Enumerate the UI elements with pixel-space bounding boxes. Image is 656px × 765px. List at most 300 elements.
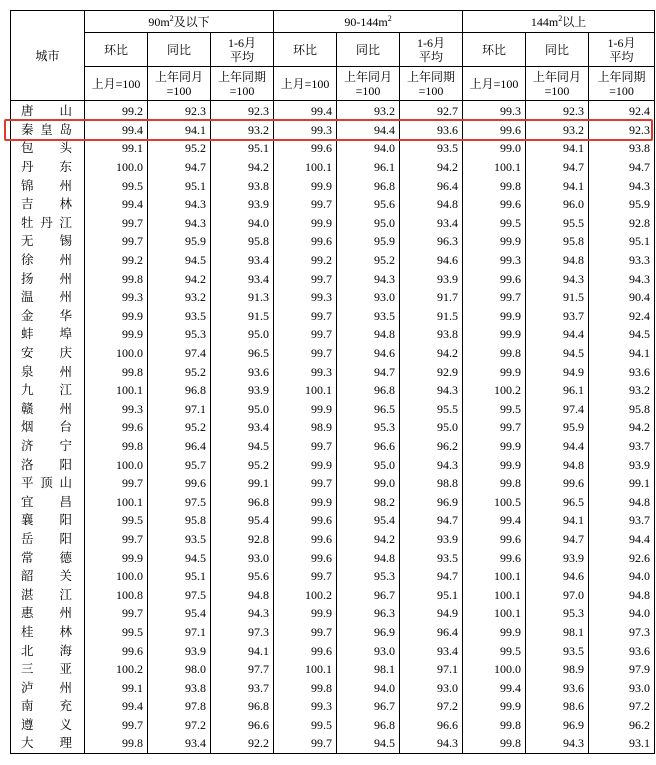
table-row	[11, 660, 655, 679]
mom-header: 环比	[274, 33, 337, 67]
index-value-cell: 95.4	[337, 511, 400, 530]
ytd-base-header: 上年同期 =100	[211, 67, 274, 101]
index-value-cell: 93.5	[400, 139, 463, 158]
table-body	[11, 101, 655, 754]
index-value-cell: 99.8	[85, 734, 148, 753]
index-value-cell: 96.2	[589, 716, 655, 735]
index-value-cell: 93.5	[526, 641, 589, 660]
index-value-cell: 99.6	[526, 474, 589, 493]
index-value-cell: 97.2	[148, 716, 211, 735]
index-value-cell: 99.9	[463, 437, 526, 456]
index-value-cell: 93.4	[211, 251, 274, 270]
index-value-cell: 99.9	[85, 325, 148, 344]
index-value-cell: 100.0	[85, 567, 148, 586]
index-value-cell: 94.3	[400, 734, 463, 753]
index-value-cell: 100.1	[274, 158, 337, 177]
index-value-cell: 99.6	[463, 548, 526, 567]
index-value-cell: 99.9	[274, 214, 337, 233]
index-value-cell: 94.4	[589, 530, 655, 549]
table-row	[11, 158, 655, 177]
index-value-cell: 99.3	[463, 251, 526, 270]
index-value-cell: 100.2	[85, 660, 148, 679]
index-value-cell: 96.8	[211, 492, 274, 511]
index-value-cell: 98.0	[148, 660, 211, 679]
index-value-cell: 99.5	[463, 641, 526, 660]
index-value-cell: 99.5	[85, 623, 148, 642]
index-value-cell: 99.8	[85, 269, 148, 288]
index-value-cell: 99.5	[463, 400, 526, 419]
index-value-cell: 100.0	[85, 158, 148, 177]
index-value-cell: 100.1	[463, 604, 526, 623]
index-value-cell: 99.7	[85, 530, 148, 549]
index-value-cell: 97.0	[526, 585, 589, 604]
index-value-cell: 99.7	[85, 604, 148, 623]
index-value-cell: 97.2	[589, 697, 655, 716]
index-value-cell: 94.6	[400, 251, 463, 270]
index-value-cell: 94.3	[400, 381, 463, 400]
index-value-cell: 96.6	[400, 716, 463, 735]
index-value-cell: 97.2	[400, 697, 463, 716]
table-row	[11, 455, 655, 474]
index-value-cell: 98.1	[526, 623, 589, 642]
index-value-cell: 94.0	[589, 604, 655, 623]
index-value-cell: 99.8	[463, 474, 526, 493]
index-value-cell: 94.6	[526, 567, 589, 586]
group-header-large: $144m^2$以上	[463, 11, 655, 33]
index-value-cell: 95.8	[211, 232, 274, 251]
city-name-cell: 安庆	[11, 344, 85, 363]
index-value-cell: 93.2	[337, 101, 400, 121]
index-value-cell: 94.0	[589, 567, 655, 586]
table-row	[11, 400, 655, 419]
index-value-cell: 99.9	[463, 232, 526, 251]
city-name-cell: 济宁	[11, 437, 85, 456]
index-value-cell: 99.4	[463, 678, 526, 697]
index-value-cell: 97.9	[589, 660, 655, 679]
index-value-cell: 97.3	[589, 623, 655, 642]
index-value-cell: 100.1	[85, 381, 148, 400]
index-value-cell: 95.9	[337, 232, 400, 251]
index-value-cell: 94.7	[526, 530, 589, 549]
index-value-cell: 95.1	[148, 176, 211, 195]
index-value-cell: 99.6	[85, 418, 148, 437]
index-value-cell: 95.8	[526, 232, 589, 251]
city-name-cell: 平顶山	[11, 474, 85, 493]
index-value-cell: 93.0	[400, 678, 463, 697]
index-value-cell: 95.6	[337, 195, 400, 214]
table-header	[11, 11, 655, 101]
city-name-cell: 遵义	[11, 716, 85, 735]
group-header-small: $90m^2$及以下	[85, 11, 274, 33]
index-value-cell: 99.8	[85, 362, 148, 381]
index-value-cell: 99.3	[274, 288, 337, 307]
index-value-cell: 95.9	[526, 418, 589, 437]
index-value-cell: 96.1	[526, 381, 589, 400]
index-value-cell: 91.3	[211, 288, 274, 307]
index-value-cell: 94.1	[589, 344, 655, 363]
index-value-cell: 96.4	[400, 623, 463, 642]
index-value-cell: 94.7	[400, 511, 463, 530]
index-value-cell: 100.1	[274, 381, 337, 400]
yoy-header: 同比	[337, 33, 400, 67]
index-value-cell: 93.9	[400, 269, 463, 288]
index-value-cell: 98.8	[400, 474, 463, 493]
index-value-cell: 93.2	[526, 121, 589, 140]
index-value-cell: 96.2	[400, 437, 463, 456]
index-value-cell: 92.9	[400, 362, 463, 381]
index-value-cell: 94.4	[337, 121, 400, 140]
index-value-cell: 94.5	[337, 734, 400, 753]
table-row	[11, 381, 655, 400]
index-value-cell: 100.5	[463, 492, 526, 511]
city-name-cell: 三亚	[11, 660, 85, 679]
index-value-cell: 92.3	[211, 101, 274, 121]
table-row	[11, 362, 655, 381]
index-value-cell: 97.3	[211, 623, 274, 642]
index-value-cell: 99.2	[85, 101, 148, 121]
index-value-cell: 99.5	[85, 511, 148, 530]
mom-header: 环比	[463, 33, 526, 67]
city-name-cell: 九江	[11, 381, 85, 400]
index-value-cell: 94.4	[526, 437, 589, 456]
table-row	[11, 251, 655, 270]
index-value-cell: 97.4	[526, 400, 589, 419]
index-value-cell: 96.6	[211, 716, 274, 735]
index-value-cell: 95.9	[148, 232, 211, 251]
table-row	[11, 176, 655, 195]
index-value-cell: 94.2	[589, 418, 655, 437]
index-value-cell: 99.6	[274, 530, 337, 549]
index-value-cell: 99.1	[589, 474, 655, 493]
city-name-cell: 桂林	[11, 623, 85, 642]
index-value-cell: 95.2	[211, 455, 274, 474]
index-value-cell: 100.2	[463, 381, 526, 400]
index-value-cell: 94.8	[337, 548, 400, 567]
table-row	[11, 232, 655, 251]
city-name-cell: 蚌埠	[11, 325, 85, 344]
index-value-cell: 91.7	[400, 288, 463, 307]
index-value-cell: 99.7	[274, 734, 337, 753]
index-value-cell: 94.3	[589, 176, 655, 195]
table-row	[11, 307, 655, 326]
index-value-cell: 98.9	[274, 418, 337, 437]
city-name-cell: 赣州	[11, 400, 85, 419]
city-name-cell: 洛阳	[11, 455, 85, 474]
index-value-cell: 99.7	[274, 325, 337, 344]
index-value-cell: 99.6	[148, 474, 211, 493]
index-value-cell: 94.3	[148, 195, 211, 214]
index-value-cell: 93.9	[589, 455, 655, 474]
index-value-cell: 91.5	[211, 307, 274, 326]
index-value-cell: 99.6	[85, 641, 148, 660]
index-value-cell: 94.1	[526, 176, 589, 195]
index-value-cell: 93.7	[589, 437, 655, 456]
index-value-cell: 93.5	[337, 307, 400, 326]
city-name-cell: 烟台	[11, 418, 85, 437]
index-value-cell: 100.2	[274, 585, 337, 604]
index-value-cell: 93.5	[148, 307, 211, 326]
index-value-cell: 99.9	[463, 325, 526, 344]
index-value-cell: 99.9	[274, 455, 337, 474]
index-value-cell: 94.2	[148, 269, 211, 288]
index-value-cell: 99.9	[463, 455, 526, 474]
table-row	[11, 511, 655, 530]
index-value-cell: 93.6	[526, 678, 589, 697]
index-value-cell: 99.5	[274, 716, 337, 735]
index-value-cell: 94.5	[211, 437, 274, 456]
table-row	[11, 530, 655, 549]
yoy-header: 同比	[526, 33, 589, 67]
index-value-cell: 96.7	[337, 585, 400, 604]
index-value-cell: 99.7	[274, 474, 337, 493]
index-value-cell: 94.8	[589, 585, 655, 604]
index-value-cell: 97.1	[148, 623, 211, 642]
index-value-cell: 97.1	[148, 400, 211, 419]
index-value-cell: 93.4	[400, 641, 463, 660]
index-value-cell: 99.9	[463, 362, 526, 381]
index-value-cell: 99.6	[274, 641, 337, 660]
index-value-cell: 94.3	[526, 734, 589, 753]
index-value-cell: 94.3	[526, 269, 589, 288]
index-value-cell: 99.1	[85, 139, 148, 158]
index-value-cell: 93.4	[211, 418, 274, 437]
index-value-cell: 92.2	[211, 734, 274, 753]
index-value-cell: 93.0	[589, 678, 655, 697]
index-value-cell: 94.0	[211, 214, 274, 233]
index-value-cell: 95.1	[148, 567, 211, 586]
index-value-cell: 93.2	[589, 381, 655, 400]
index-value-cell: 94.8	[400, 195, 463, 214]
index-value-cell: 93.0	[337, 641, 400, 660]
index-value-cell: 93.6	[589, 362, 655, 381]
index-value-cell: 93.3	[589, 251, 655, 270]
index-value-cell: 94.8	[211, 585, 274, 604]
index-value-cell: 96.5	[211, 344, 274, 363]
index-value-cell: 98.6	[526, 697, 589, 716]
index-value-cell: 94.5	[526, 344, 589, 363]
ytd-base-header: 上年同期 =100	[400, 67, 463, 101]
index-value-cell: 93.8	[400, 325, 463, 344]
index-value-cell: 95.2	[337, 251, 400, 270]
index-value-cell: 99.1	[211, 474, 274, 493]
yoy-base-header: 上年同月 =100	[526, 67, 589, 101]
index-value-cell: 95.0	[337, 455, 400, 474]
index-value-cell: 93.8	[589, 139, 655, 158]
index-value-cell: 95.1	[400, 585, 463, 604]
index-value-cell: 99.7	[274, 269, 337, 288]
index-value-cell: 97.1	[400, 660, 463, 679]
index-value-cell: 95.1	[589, 232, 655, 251]
table-row	[11, 604, 655, 623]
table-row	[11, 344, 655, 363]
index-value-cell: 99.8	[463, 734, 526, 753]
index-value-cell: 90.4	[589, 288, 655, 307]
index-value-cell: 94.4	[526, 325, 589, 344]
index-value-cell: 94.3	[400, 455, 463, 474]
index-value-cell: 95.3	[337, 418, 400, 437]
index-value-cell: 94.3	[337, 269, 400, 288]
index-value-cell: 96.3	[337, 604, 400, 623]
mom-base-header: 上月=100	[274, 67, 337, 101]
city-name-cell: 岳阳	[11, 530, 85, 549]
index-value-cell: 99.0	[337, 474, 400, 493]
city-name-cell: 宜昌	[11, 492, 85, 511]
index-value-cell: 94.6	[337, 344, 400, 363]
yoy-base-header: 上年同月 =100	[337, 67, 400, 101]
index-value-cell: 94.0	[337, 139, 400, 158]
index-value-cell: 100.8	[85, 585, 148, 604]
index-value-cell: 95.1	[211, 139, 274, 158]
index-value-cell: 94.8	[526, 251, 589, 270]
table-row	[11, 474, 655, 493]
index-value-cell: 94.8	[526, 455, 589, 474]
index-value-cell: 100.1	[463, 158, 526, 177]
index-value-cell: 94.1	[526, 511, 589, 530]
index-value-cell: 100.1	[463, 585, 526, 604]
index-value-cell: 94.7	[400, 567, 463, 586]
table-row	[11, 697, 655, 716]
index-value-cell: 94.2	[400, 344, 463, 363]
city-name-cell: 唐山	[11, 101, 85, 121]
index-value-cell: 94.3	[589, 269, 655, 288]
index-value-cell: 92.3	[589, 121, 655, 140]
index-value-cell: 96.8	[337, 716, 400, 735]
city-name-cell: 南充	[11, 697, 85, 716]
index-value-cell: 95.6	[211, 567, 274, 586]
index-value-cell: 93.4	[148, 734, 211, 753]
index-value-cell: 99.9	[274, 176, 337, 195]
index-value-cell: 96.3	[400, 232, 463, 251]
index-value-cell: 99.7	[463, 418, 526, 437]
group-header-medium: $90-144m^2$	[274, 11, 463, 33]
index-value-cell: 93.9	[211, 195, 274, 214]
index-value-cell: 92.6	[589, 548, 655, 567]
index-value-cell: 99.2	[274, 251, 337, 270]
index-value-cell: 99.7	[85, 232, 148, 251]
index-value-cell: 93.6	[589, 641, 655, 660]
index-value-cell: 94.5	[589, 325, 655, 344]
ytd-base-header: 上年同期 =100	[589, 67, 655, 101]
index-value-cell: 99.9	[463, 307, 526, 326]
table-row	[11, 567, 655, 586]
index-value-cell: 95.5	[400, 400, 463, 419]
city-name-cell: 常德	[11, 548, 85, 567]
highlight-box	[4, 119, 653, 142]
table-row	[11, 288, 655, 307]
index-value-cell: 99.6	[274, 548, 337, 567]
ytd-avg-header: 1-6月 平均	[211, 33, 274, 67]
yoy-base-header: 上年同月 =100	[148, 67, 211, 101]
table-row	[11, 641, 655, 660]
index-value-cell: 99.3	[85, 400, 148, 419]
index-value-cell: 95.0	[400, 418, 463, 437]
index-value-cell: 96.8	[337, 176, 400, 195]
index-value-cell: 95.9	[589, 195, 655, 214]
table-row	[11, 492, 655, 511]
city-name-cell: 泉州	[11, 362, 85, 381]
index-value-cell: 96.9	[526, 716, 589, 735]
table-row	[11, 139, 655, 158]
index-value-cell: 99.9	[463, 697, 526, 716]
city-name-cell: 北海	[11, 641, 85, 660]
index-value-cell: 93.9	[211, 381, 274, 400]
index-value-cell: 93.8	[211, 176, 274, 195]
index-value-cell: 93.0	[211, 548, 274, 567]
city-name-cell: 锦州	[11, 176, 85, 195]
index-value-cell: 93.6	[400, 121, 463, 140]
mom-header: 环比	[85, 33, 148, 67]
index-value-cell: 99.8	[463, 176, 526, 195]
index-value-cell: 99.7	[274, 195, 337, 214]
index-value-cell: 96.0	[526, 195, 589, 214]
table-row	[11, 678, 655, 697]
index-value-cell: 95.5	[526, 214, 589, 233]
index-value-cell: 99.6	[274, 139, 337, 158]
table-row	[11, 325, 655, 344]
index-value-cell: 93.9	[526, 548, 589, 567]
city-name-cell: 湛江	[11, 585, 85, 604]
index-value-cell: 95.4	[211, 511, 274, 530]
index-value-cell: 99.6	[274, 511, 337, 530]
index-value-cell: 99.6	[463, 195, 526, 214]
index-value-cell: 99.6	[463, 121, 526, 140]
index-value-cell: 99.8	[274, 678, 337, 697]
index-value-cell: 92.8	[589, 214, 655, 233]
yoy-header: 同比	[148, 33, 211, 67]
city-name-cell: 泸州	[11, 678, 85, 697]
index-value-cell: 93.9	[400, 530, 463, 549]
index-value-cell: 94.2	[211, 158, 274, 177]
mom-base-header: 上月=100	[463, 67, 526, 101]
index-value-cell: 96.6	[337, 437, 400, 456]
index-value-cell: 99.7	[274, 307, 337, 326]
index-value-cell: 93.0	[337, 288, 400, 307]
city-column-header: 城市	[11, 11, 85, 101]
index-value-cell: 92.3	[148, 101, 211, 121]
index-value-cell: 99.4	[85, 697, 148, 716]
mom-base-header: 上月=100	[85, 67, 148, 101]
index-value-cell: 93.9	[148, 641, 211, 660]
index-value-cell: 99.7	[463, 288, 526, 307]
index-value-cell: 99.7	[85, 214, 148, 233]
index-value-cell: 98.2	[337, 492, 400, 511]
index-value-cell: 99.9	[85, 548, 148, 567]
table-row	[11, 548, 655, 567]
index-value-cell: 94.7	[589, 158, 655, 177]
index-value-cell: 93.2	[211, 121, 274, 140]
index-value-cell: 99.9	[463, 623, 526, 642]
index-value-cell: 93.4	[400, 214, 463, 233]
index-value-cell: 99.7	[274, 567, 337, 586]
index-value-cell: 97.4	[148, 344, 211, 363]
index-value-cell: 99.8	[463, 344, 526, 363]
index-value-cell: 95.4	[148, 604, 211, 623]
index-value-cell: 95.8	[589, 400, 655, 419]
city-name-cell: 扬州	[11, 269, 85, 288]
ytd-avg-header: 1-6月 平均	[589, 33, 655, 67]
index-value-cell: 91.5	[400, 307, 463, 326]
table-row	[11, 101, 655, 121]
index-value-cell: 96.1	[337, 158, 400, 177]
index-value-cell: 99.3	[85, 288, 148, 307]
index-value-cell: 93.2	[148, 288, 211, 307]
index-value-cell: 92.8	[211, 530, 274, 549]
city-name-cell: 温州	[11, 288, 85, 307]
index-value-cell: 96.5	[526, 492, 589, 511]
index-value-cell: 92.4	[589, 307, 655, 326]
index-value-cell: 99.3	[274, 697, 337, 716]
index-value-cell: 98.1	[337, 660, 400, 679]
